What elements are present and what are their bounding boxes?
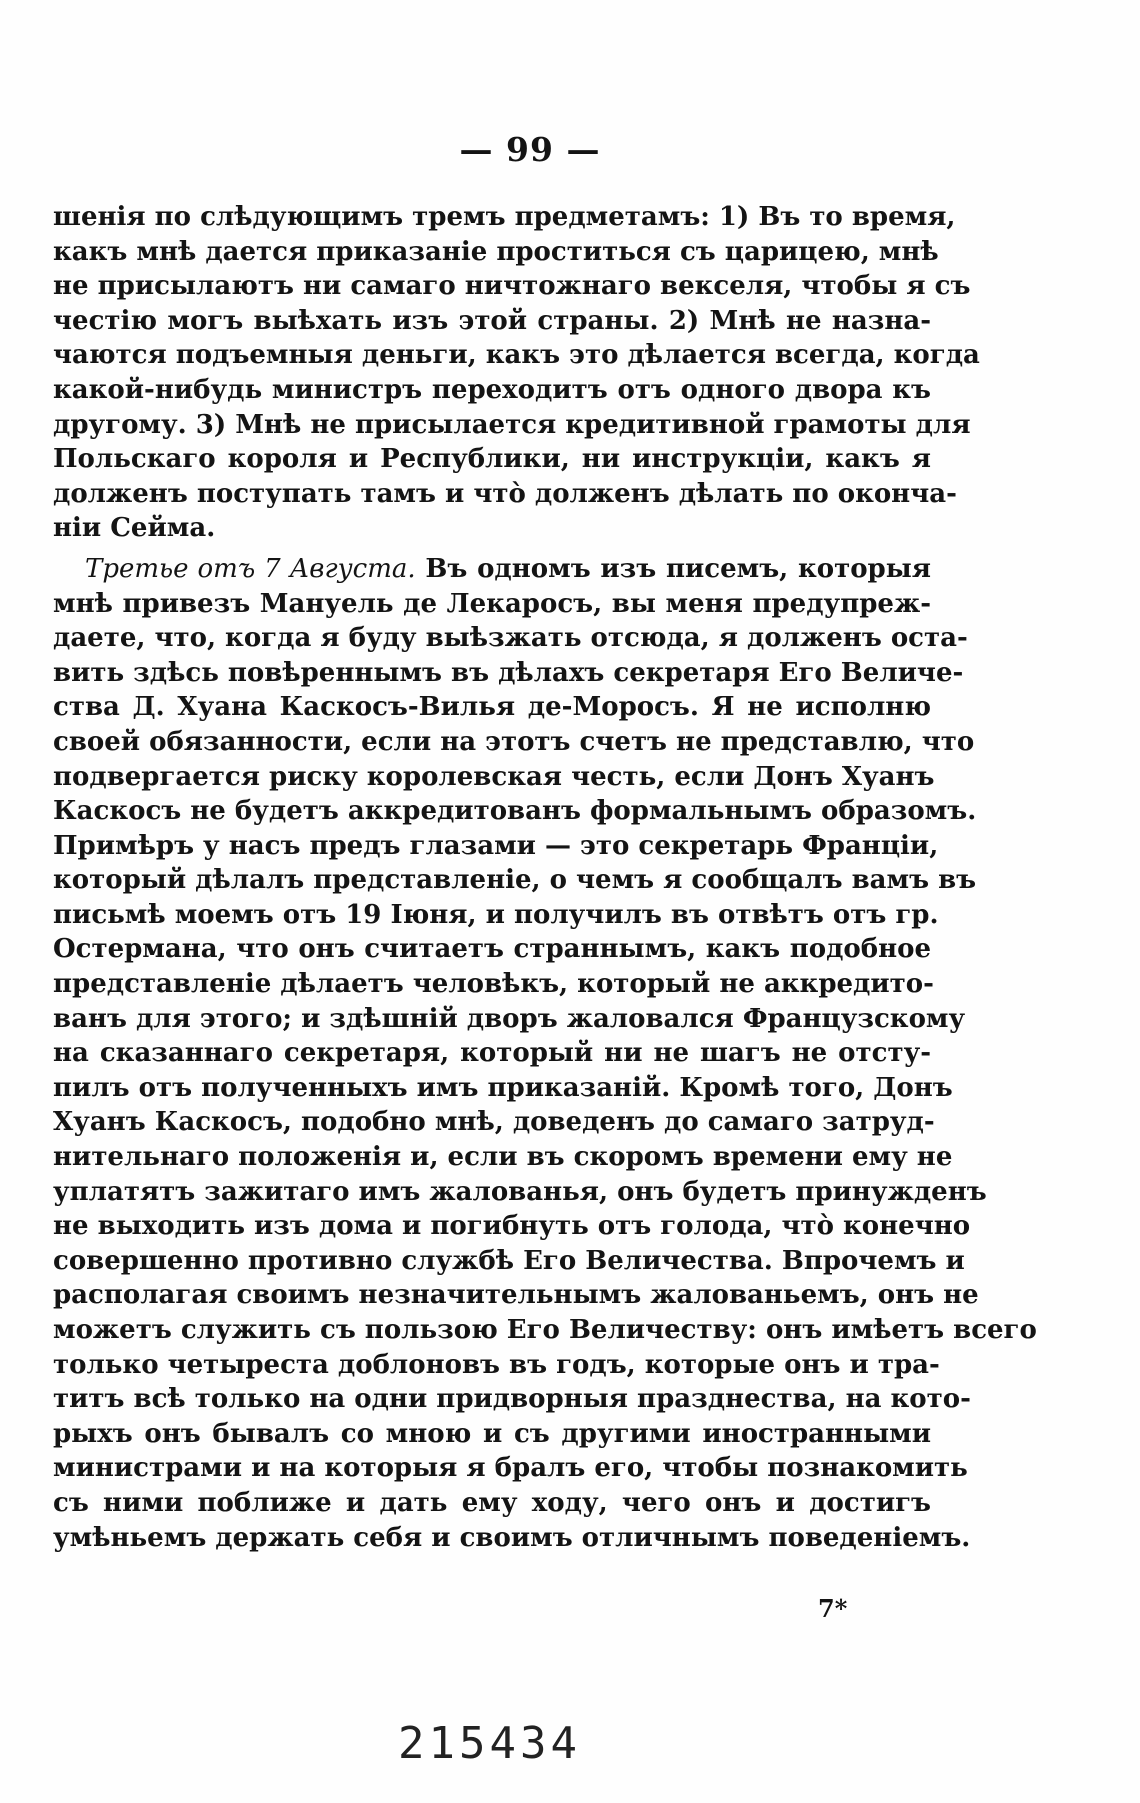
text-line: ства Д. Хуана Каскосъ-Вилья де-Моросъ. Я не исполню xyxy=(53,692,931,723)
text-line: шенія по слѣдующимъ тремъ предметамъ: 1) Въ то время, xyxy=(53,202,956,232)
text-line: мнѣ привезъ Мануель де Лекаросъ, вы меня предупреж- xyxy=(53,588,931,619)
text-line: другому. 3) Мнѣ не присылается кредитивной грамоты для xyxy=(53,409,971,440)
text-line: Примѣръ у насъ предъ глазами — это секретарь Франціи, xyxy=(53,830,939,861)
text-line: умѣньемъ держать себя и своимъ отличнымъ поведеніемъ. xyxy=(53,1522,971,1553)
text-line: совершенно противно службѣ Его Величества. Впрочемъ и xyxy=(53,1245,965,1276)
text-line: уплатятъ зажитаго имъ жалованья, онъ будетъ принужденъ xyxy=(53,1176,987,1207)
text-line: Каскосъ не будетъ аккредитованъ формальнымъ образомъ. xyxy=(53,796,977,827)
paragraph-2 xyxy=(53,552,1037,1555)
text-line: долженъ поступать тамъ и что̀ долженъ дѣлать по оконча- xyxy=(53,478,957,509)
first-line-rest: Въ одномъ изъ писемъ, которыя xyxy=(415,553,931,584)
text-line: титъ всѣ только на одни придворныя празднества, на кото- xyxy=(53,1384,971,1415)
paragraph-2-first-line xyxy=(53,552,931,587)
body-text xyxy=(53,200,1037,1555)
text-line: не выходить изъ дома и погибнуть отъ голода, что̀ конечно xyxy=(53,1211,971,1242)
text-line: министрами и на которыя я бралъ его, чтобы познакомить xyxy=(53,1453,968,1484)
text-line: какой-нибудь министръ переходитъ отъ одного двора къ xyxy=(53,374,931,405)
text-line: Хуанъ Каскосъ, подобно мнѣ, доведенъ до самаго затруд- xyxy=(53,1107,935,1138)
text-line: только четыреста доблоновъ въ годъ, которые онъ и тра- xyxy=(53,1349,940,1380)
text-line: какъ мнѣ дается приказаніе проститься съ царицею, мнѣ xyxy=(53,236,939,267)
text-line: который дѣлалъ представленіе, о чемъ я сообщалъ вамъ въ xyxy=(53,865,977,896)
library-stamp-number: 215434 xyxy=(398,1718,581,1769)
text-line: рыхъ онъ бывалъ со мною и съ другими иностранными xyxy=(53,1418,931,1449)
text-line: можетъ служить съ пользою Его Величеству: онъ имѣетъ всего xyxy=(53,1315,1037,1345)
text-line: не присылаютъ ни самаго ничтожнаго векселя, чтобы я съ xyxy=(53,271,971,302)
text-line: Польскаго короля и Республики, ни инструкціи, какъ я xyxy=(53,444,931,475)
text-line: съ ними поближе и дать ему ходу, чего онъ и достигъ xyxy=(53,1487,931,1518)
text-line: честію могъ выѣхать изъ этой страны. 2) Мнѣ не назна- xyxy=(53,305,931,336)
text-line: ніи Сейма. xyxy=(53,513,216,544)
page-number: — 99 — xyxy=(459,130,601,169)
signature-mark: 7* xyxy=(818,1594,848,1623)
text-line: чаются подъемныя деньги, какъ это дѣлается всегда, когда xyxy=(53,340,980,371)
text-line: ванъ для этого; и здѣшній дворъ жаловался Французскому xyxy=(53,1003,966,1034)
text-line: располагая своимъ незначительнымъ жалованьемъ, онъ не xyxy=(53,1280,979,1311)
text-line: вить здѣсь повѣреннымъ въ дѣлахъ секретаря Его Величе- xyxy=(53,657,964,688)
text-line: на сказаннаго секретаря, который ни не шагъ не отсту- xyxy=(53,1038,931,1069)
text-line: представленіе дѣлаетъ человѣкъ, который не аккредито- xyxy=(53,969,934,1000)
text-line: пилъ отъ полученныхъ имъ приказаній. Кромѣ того, Донъ xyxy=(53,1072,953,1103)
text-line: подвергается риску королевская честь, если Донъ Хуанъ xyxy=(53,761,935,792)
text-line: нительнаго положенія и, если въ скоромъ времени ему не xyxy=(53,1142,953,1173)
section-heading-italic: Третье отъ 7 Августа. xyxy=(85,553,416,584)
paragraph-1 xyxy=(53,200,980,546)
text-line: даете, что, когда я буду выѣзжать отсюда, я долженъ оста- xyxy=(53,623,968,654)
text-line: Остермана, что онъ считаетъ страннымъ, какъ подобное xyxy=(53,934,931,965)
text-line: письмѣ моемъ отъ 19 Іюня, и получилъ въ отвѣтъ отъ гр. xyxy=(53,899,939,930)
text-line: своей обязанности, если на этотъ счетъ не представлю, что xyxy=(53,726,975,757)
